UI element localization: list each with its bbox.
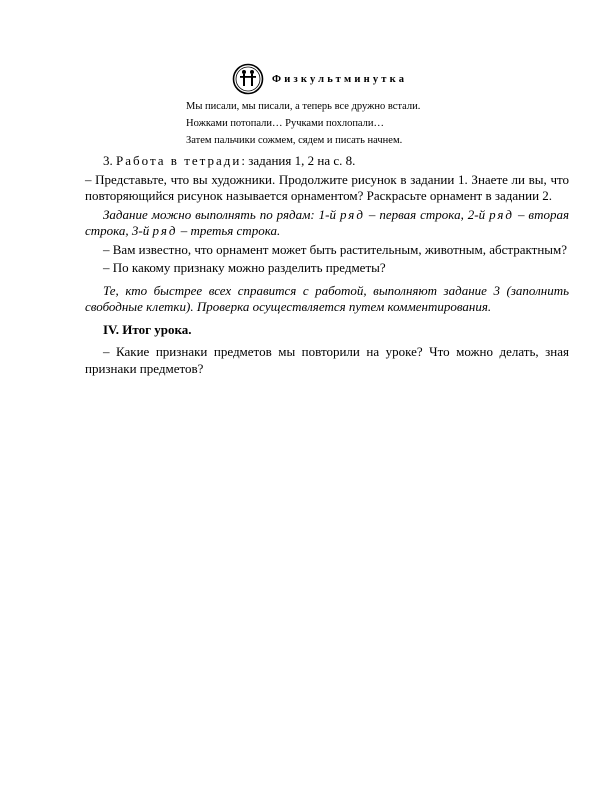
p2-text-a: Задание можно выполнять по рядам: 1-й [103, 206, 340, 222]
section-3-rest: : задания 1, 2 на с. 8. [241, 153, 356, 168]
paragraph-1: – Представьте, что вы художники. Продолжите рисунок в задании 1. Знаете ли вы, что повторяющийся рисунок называется орнаментом? Раскрасьте орнамент в задании 2. [85, 171, 569, 203]
p2-ryad-3: ряд [152, 223, 178, 238]
paragraph-6: – Какие признаки предметов мы повторили на уроке? Что можно делать, зная признаки предметов? [85, 344, 569, 376]
p2-text-d: – третья строка. [177, 223, 281, 238]
section-3-title: Работа в тетради [116, 153, 242, 168]
section-heading [232, 63, 407, 95]
p2-text-b: – первая строка, 2-й [364, 206, 490, 222]
poem-line: Ножками потопали… Ручками похлопали… [186, 118, 385, 129]
paragraph-4: – По какому признаку можно разделить предметы? [103, 260, 386, 275]
poem-line: Мы писали, мы писали, а теперь все дружно встали. [186, 101, 421, 112]
section-3-number: 3. [103, 153, 113, 168]
poem-line: Затем пальчики сожмем, сядем и писать начнем. [186, 135, 403, 146]
section-4-heading: IV. Итог урока. [103, 321, 192, 337]
section-3-heading [85, 153, 569, 170]
paragraph-2 [85, 207, 569, 240]
p2-ryad-1: ряд [339, 206, 365, 222]
heading-title: Физкультминутка [272, 73, 408, 85]
document-body [85, 153, 569, 379]
p2-ryad-2: ряд [489, 206, 515, 222]
paragraph-3: – Вам известно, что орнамент может быть растительным, животным, абстрактным? [103, 241, 568, 257]
p2-text-c: – вторая строка, 3-й [85, 206, 569, 238]
paragraph-5: Те, кто быстрее всех справится с работой, выполняют задание 3 (заполнить свободные клетки). Проверка осуществляется путем комментирования. [85, 282, 569, 314]
poem-block [186, 98, 420, 149]
two-figures-circle-icon [232, 63, 264, 95]
